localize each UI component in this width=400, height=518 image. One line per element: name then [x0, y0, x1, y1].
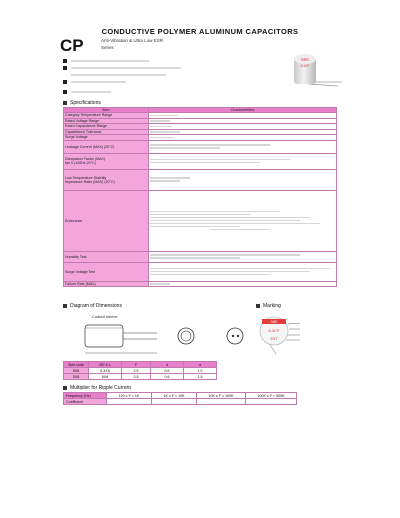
feature-item	[63, 88, 181, 95]
bullet-icon	[63, 80, 67, 84]
square-bullet-icon	[63, 101, 67, 105]
row-value	[149, 169, 337, 190]
row-label: Frequency (Hz)	[64, 393, 107, 399]
square-bullet-icon	[256, 304, 260, 308]
table-row	[64, 262, 337, 281]
section-title: Multiplier for Ripple Current	[70, 385, 131, 391]
multiplier-heading	[63, 385, 131, 391]
row-value	[149, 140, 337, 153]
row-label: Coefficient	[64, 399, 107, 405]
specifications-heading	[63, 100, 101, 106]
table-row	[64, 399, 297, 405]
series-desc-line2: Series	[101, 45, 114, 50]
table-row	[64, 153, 337, 169]
bullet-icon	[63, 59, 67, 63]
table-row	[64, 281, 337, 287]
bullet-icon	[63, 66, 67, 70]
row-label: Rated Voltage Range	[64, 118, 149, 124]
marking-line: E57	[270, 336, 278, 341]
marking-drawing	[256, 309, 376, 364]
row-value	[149, 281, 337, 287]
feature-text	[71, 81, 126, 83]
feature-text	[71, 67, 181, 69]
table-row: D08 8X8 3.5 0.6 1.5	[64, 374, 217, 380]
table-row	[64, 190, 337, 251]
band-header: 100K ≤ F < 500K	[246, 393, 297, 399]
col-header: a	[184, 362, 217, 368]
size-code-table	[63, 361, 217, 380]
row-label: Failure Rate (MAX)	[64, 281, 149, 287]
series-description	[101, 37, 163, 51]
col-header: ØD X L	[89, 362, 122, 368]
section-title: Specifications	[70, 100, 101, 106]
row-label: Capacitance Tolerance	[64, 129, 149, 135]
marking-section	[256, 303, 376, 369]
row-value	[149, 190, 337, 251]
feature-text	[71, 60, 149, 62]
section-title: Marking	[263, 303, 281, 309]
col-header-characteristics: Characteristics	[149, 108, 337, 113]
feature-item	[63, 78, 181, 85]
series-desc-line1: Anti-Vibration & Ultra Low ESR	[101, 38, 163, 43]
feature-item	[63, 71, 181, 78]
feature-item	[63, 57, 181, 64]
row-label: Rated Capacitance Range	[64, 124, 149, 130]
band-header: 10K ≤ F < 100K	[197, 393, 246, 399]
col-header: F	[122, 362, 151, 368]
table-row: D08 6.3X8 2.5 0.6 1.0	[64, 368, 217, 374]
svg-text:560: 560	[301, 57, 309, 62]
row-label: Surge Voltage	[64, 135, 149, 141]
specifications-table	[63, 107, 337, 287]
row-label: Category Temperature Range	[64, 113, 149, 119]
dimension-drawing	[63, 309, 253, 364]
features-list	[63, 57, 181, 95]
row-label: Humidity Test	[64, 251, 149, 262]
col-header: Size code	[64, 362, 89, 368]
page-title: CONDUCTIVE POLYMER ALUMINUM CAPACITORS	[101, 27, 299, 36]
marking-line: 6.3CP	[268, 328, 280, 333]
section-title: Diagram of Dimensions	[70, 303, 122, 309]
row-value	[149, 251, 337, 262]
square-bullet-icon	[63, 304, 67, 308]
feature-item	[63, 64, 181, 71]
svg-text:6.3CP: 6.3CP	[300, 64, 310, 68]
ripple-multiplier-table	[63, 392, 297, 405]
col-header: d	[151, 362, 184, 368]
feature-text	[71, 74, 166, 76]
band-header: 1K ≤ F < 10K	[152, 393, 197, 399]
row-value	[149, 262, 337, 281]
row-label: Low Temperature Stability Impedance Ratio (MAX) (20°C)	[64, 169, 149, 190]
table-row	[64, 140, 337, 153]
row-label: Leakage Current (MAX) (20°C)	[64, 140, 149, 153]
dimensions-section	[63, 303, 253, 369]
table-row	[64, 251, 337, 262]
marking-line: 560	[270, 319, 278, 324]
series-code: CP	[60, 36, 84, 55]
row-label: Endurance	[64, 190, 149, 251]
row-label: Dissipation Factor (MAX) tan δ (120Hz,20°C)	[64, 153, 149, 169]
square-bullet-icon	[63, 386, 67, 390]
col-header-item: Item	[64, 108, 149, 113]
row-label: Surge Voltage Test	[64, 262, 149, 281]
bullet-icon	[63, 90, 67, 94]
table-row	[64, 169, 337, 190]
band-header: 120 ≤ F < 1K	[107, 393, 152, 399]
row-value	[149, 153, 337, 169]
feature-text	[71, 91, 111, 93]
capacitor-photo	[268, 40, 348, 96]
coated-sleeve-label: Coated sleeve	[92, 314, 118, 319]
